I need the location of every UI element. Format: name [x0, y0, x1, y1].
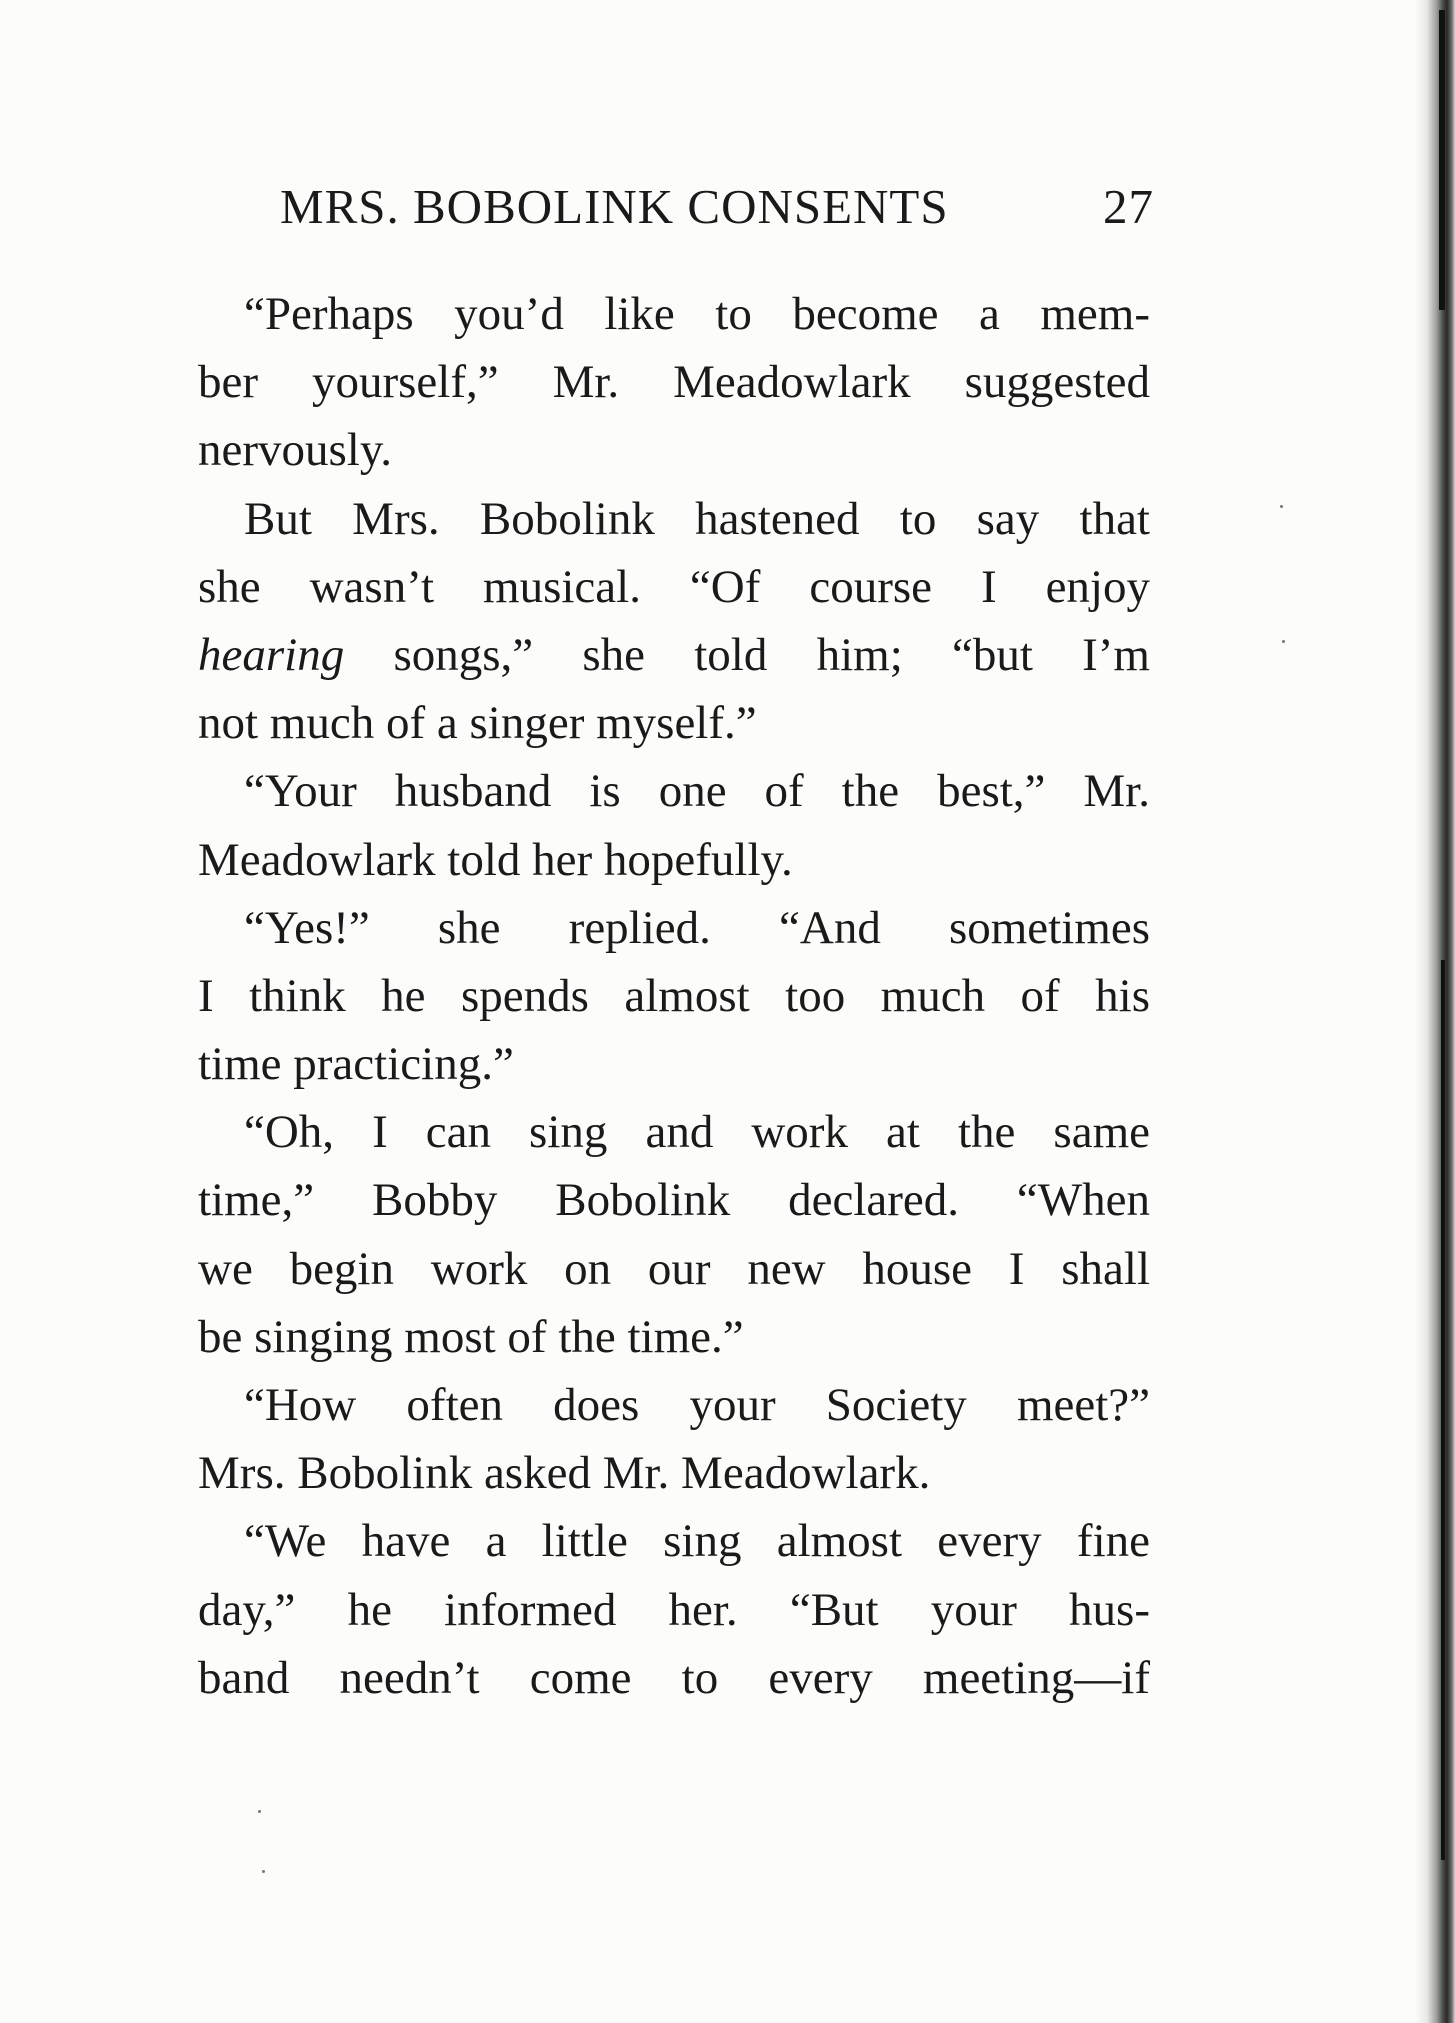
running-head-title: MRS. BOBOLINK CONSENTS [280, 179, 949, 234]
text-line: “How often does your Society meet?” [244, 1379, 1150, 1431]
text-line: But Mrs. Bobolink hastened to say that [244, 492, 1150, 545]
text-line: nervously. [198, 424, 393, 477]
text-line: “Your husband is one of the best,” Mr. [244, 765, 1150, 818]
text-line: ber yourself,” Mr. Meadowlark suggested [198, 356, 1150, 409]
text-line: day,” he informed her. “But your hus- [198, 1583, 1150, 1636]
text-line: “Oh, I can sing and work at the same [244, 1106, 1150, 1159]
text-line: I think he spends almost too much of his [198, 969, 1150, 1022]
text-line: “Yes!” she replied. “And sometimes [244, 901, 1150, 954]
text-line: we begin work on our new house I shall [198, 1242, 1150, 1295]
paper-speck [262, 1870, 265, 1873]
text-line: time practicing.” [198, 1038, 514, 1091]
paper-speck [258, 1810, 261, 1813]
paper-speck [1282, 640, 1285, 643]
binding-edge [1415, 0, 1455, 2023]
text-line: she wasn’t musical. “Of course I enjoy [198, 560, 1150, 613]
text-line: “Perhaps you’d like to become a mem- [244, 288, 1150, 340]
binding-shadow [1439, 10, 1445, 310]
text-line: not much of a singer myself.” [198, 697, 757, 750]
page-number: 27 [1103, 179, 1154, 234]
binding-shadow [1441, 960, 1445, 1860]
text-line: “We have a little sing almost every fine [244, 1515, 1150, 1568]
running-head [280, 178, 1160, 235]
emphasized-word: hearing [198, 628, 345, 681]
text-line: hearing songs,” she told him; “but I’m [198, 628, 1150, 681]
body-text [198, 280, 1150, 1712]
text-line: Mrs. Bobolink asked Mr. Meadowlark. [198, 1447, 931, 1500]
text-line: Meadowlark told her hopefully. [198, 833, 793, 886]
text-line: be singing most of the time.” [198, 1310, 744, 1363]
text-line: time,” Bobby Bobolink declared. “When [198, 1174, 1150, 1227]
paper-speck [1280, 505, 1283, 508]
text-line: band needn’t come to every meeting—if [198, 1651, 1150, 1704]
